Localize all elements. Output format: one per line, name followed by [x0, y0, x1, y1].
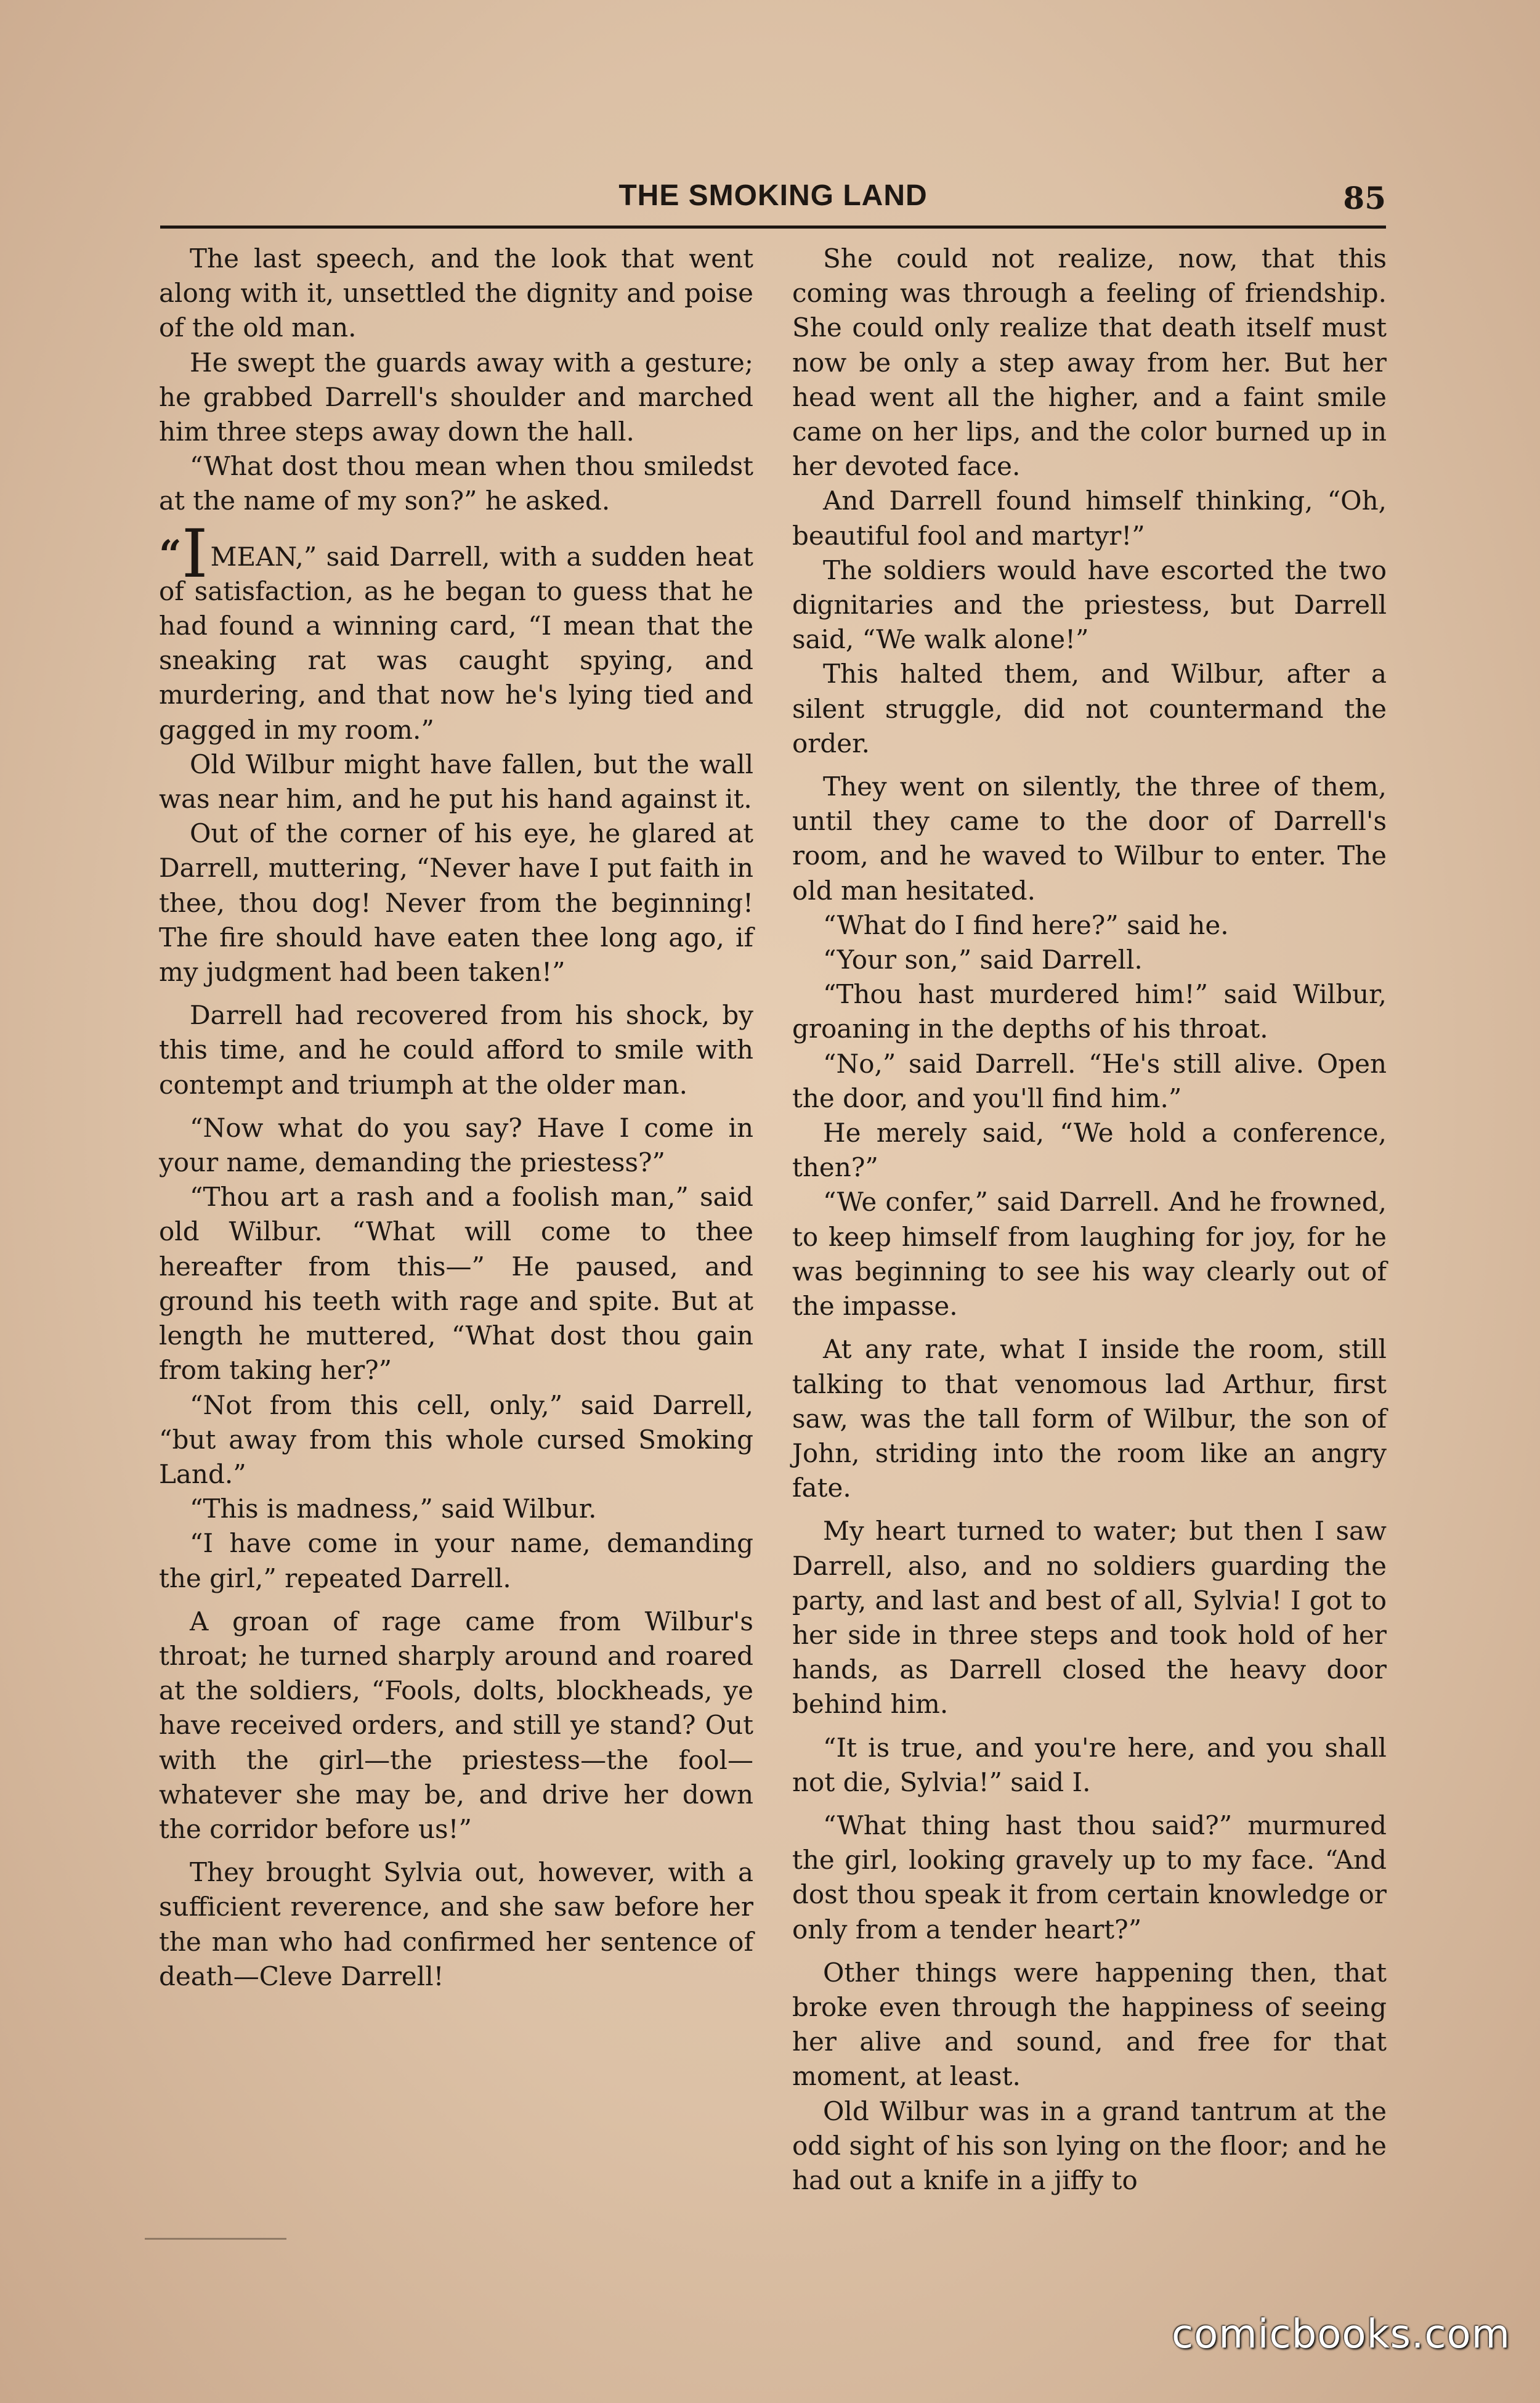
paragraph: “No,” said Darrell. “He's still alive. Open the door, and you'll find him.” [792, 1048, 1387, 1113]
paragraph: “What dost thou mean when thou smiledst at the name of my son?” he asked. [159, 451, 753, 516]
dropcap-paragraph [159, 515, 753, 747]
paragraph: This halted them, and Wilbur, after a silent struggle, did not countermand the order. [792, 659, 1387, 758]
paragraph: And Darrell found himself thinking, “Oh, beautiful fool and martyr!” [792, 486, 1387, 551]
paragraph: At any rate, what I inside the room, still talking to that venomous lad Arthur, first saw, was the tall form of Wilbur, the son of John, striding into the room like an angry fate. [792, 1334, 1387, 1503]
paragraph: “We confer,” said Darrell. And he frowned, to keep himself from laughing for joy, for he was beginning to see his way clearly out of the impasse. [792, 1187, 1387, 1322]
paragraph: “I have come in your name, demanding the girl,” repeated Darrell. [159, 1528, 753, 1593]
footer-rule [145, 2238, 286, 2240]
paragraph: “What do I find here?” said he. [823, 909, 1229, 940]
paragraph: “Thou hast murdered him!” said Wilbur, groaning in the depths of his throat. [792, 979, 1387, 1044]
paragraph: Out of the corner of his eye, he glared at Darrell, muttering, “Never have I put faith in thee, thou dog! Never from the beginning! The fire should have eaten thee long ago, if my judgment had been taken!” [159, 818, 753, 988]
dropcap-letter: I [181, 515, 208, 593]
paragraph: “What thing hast thou said?” murmured the girl, looking gravely up to my face. “And dost thou speak it from certain knowledge or only from a tender heart?” [792, 1810, 1387, 1945]
paragraph: Other things were happening then, that broke even through the happiness of seeing her alive and sound, and free for that moment, at least. [792, 1957, 1387, 2092]
paragraph: They went on silently, the three of them, until they came to the door of Darrell's room, and he waved to Wilbur to enter. The old man hesitated. [792, 771, 1387, 906]
paragraph: The soldiers would have escorted the two dignitaries and the priestess, but Darrell said, “We walk alone!” [792, 555, 1387, 655]
page-header [160, 177, 1386, 221]
right-column [792, 242, 1387, 2198]
paragraph: My heart turned to water; but then I saw Darrell, also, and no soldiers guarding the party, and last and best of all, Sylvia! I got to her side in three steps and took hold of her hands, as Darrell closed the heavy door behind him. [792, 1516, 1387, 1720]
paragraph: “Not from this cell, only,” said Darrell, “but away from this whole cursed Smoking Land.” [159, 1389, 753, 1489]
left-column [159, 242, 753, 1994]
header-rule [160, 226, 1386, 229]
dropcap-paragraph-text: MEAN,” said Darrell, with a sudden heat of satisfaction, as he began to guess that he had found a winning card, “I mean that the sneaking rat was caught spying, and murdering, and that now he's lying tied and gagged in my room.” [159, 541, 753, 745]
watermark: comicbooks.com [1171, 2312, 1510, 2357]
paragraph: “This is madness,” said Wilbur. [190, 1494, 597, 1524]
paragraph: Darrell had recovered from his shock, by this time, and he could afford to smile with contempt and triumph at the older man. [159, 1000, 753, 1100]
dropcap-quote: “ [159, 531, 182, 578]
page-number: 85 [1343, 180, 1386, 216]
paragraph: A groan of rage came from Wilbur's throat; he turned sharply around and roared at the soldiers, “Fools, dolts, blockheads, ye have received orders, and still ye stand? Out with the girl—the priestess—the fool—whatever she may be, and drive her down the corridor before us!” [159, 1606, 753, 1844]
paragraph: “Your son,” said Darrell. [823, 945, 1143, 975]
paragraph: “It is true, and you're here, and you shall not die, Sylvia!” said I. [792, 1732, 1387, 1797]
paragraph: Old Wilbur was in a grand tantrum at the odd sight of his son lying on the floor; and he had out a knife in a jiffy to [792, 2096, 1387, 2195]
paragraph: They brought Sylvia out, however, with a sufficient reverence, and she saw before her the man who had confirmed her sentence of death—Cleve Darrell! [159, 1857, 753, 1991]
paragraph: He merely said, “We hold a conference, then?” [792, 1118, 1387, 1183]
paragraph: The last speech, and the look that went along with it, unsettled the dignity and poise of the old man. [159, 243, 753, 343]
paragraph: She could not realize, now, that this coming was through a feeling of friendship. She could only realize that death itself must now be only a step away from her. But her head went all the higher, and a faint smile came on her lips, and the color burned up in her devoted face. [792, 243, 1387, 482]
paragraph: He swept the guards away with a gesture; he grabbed Darrell's shoulder and marched him three steps away down the hall. [159, 347, 753, 447]
running-head: THE SMOKING LAND [618, 179, 928, 212]
paragraph: “Now what do you say? Have I come in your name, demanding the priestess?” [159, 1112, 753, 1178]
paragraph: “Thou art a rash and a foolish man,” said old Wilbur. “What will come to thee hereafter from this—” He paused, and ground his teeth with rage and spite. But at length he muttered, “What dost thou gain from taking her?” [159, 1182, 753, 1386]
paragraph: Old Wilbur might have fallen, but the wall was near him, and he put his hand against it. [159, 749, 753, 815]
